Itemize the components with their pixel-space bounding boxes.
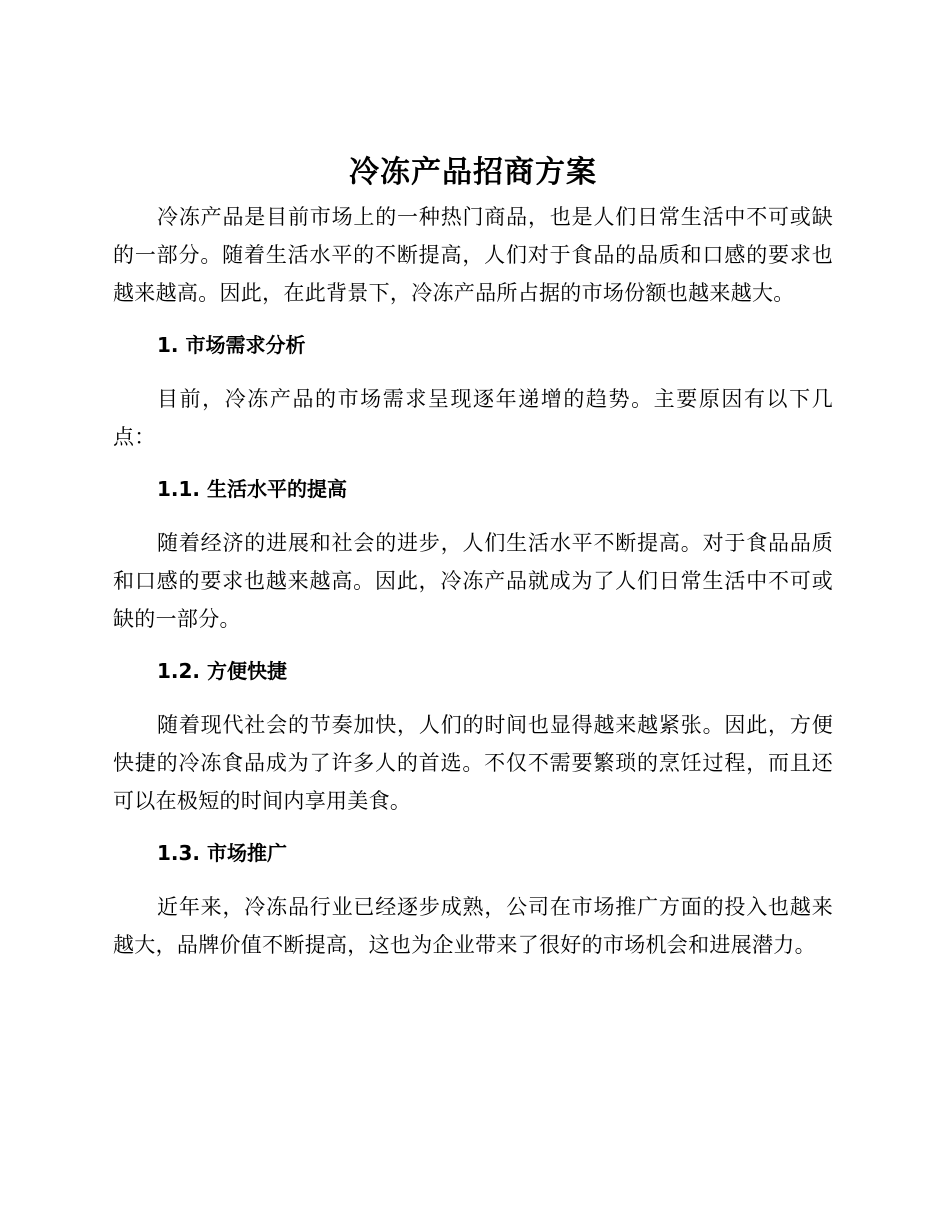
document-title: 冷冻产品招商方案	[349, 155, 597, 190]
section-heading-convenience: 1.2. 方便快捷	[157, 659, 287, 683]
section-body-living-standard: 随着经济的进展和社会的进步，人们生活水平不断提高。对于食品品质和口感的要求也越来越高。因此，冷冻产品就成为了人们日常生活中不可或缺的一部分。	[113, 531, 833, 631]
intro-paragraph: 冷冻产品是目前市场上的一种热门商品，也是人们日常生活中不可或缺的一部分。随着生活水平的不断提高，人们对于食品的品质和口感的要求也越来越高。因此，在此背景下，冷冻产品所占据的市场份额也越来越大。	[113, 205, 833, 305]
document-page	[113, 148, 833, 964]
section-body-convenience: 随着现代社会的节奏加快，人们的时间也显得越来越紧张。因此，方便快捷的冷冻食品成为了许多人的首选。不仅不需要繁琐的烹饪过程，而且还可以在极短的时间内享用美食。	[113, 713, 833, 813]
section-heading-marketing: 1.3. 市场推广	[157, 841, 287, 865]
section-body-market-demand: 目前，冷冻产品的市场需求呈现逐年递增的趋势。主要原因有以下几点：	[113, 387, 833, 449]
section-heading-living-standard: 1.1. 生活水平的提高	[157, 477, 347, 501]
section-body-marketing: 近年来，冷冻品行业已经逐步成熟，公司在市场推广方面的投入也越来越大，品牌价值不断提高，这也为企业带来了很好的市场机会和进展潜力。	[113, 895, 833, 957]
section-heading-market-demand: 1. 市场需求分析	[157, 333, 306, 357]
